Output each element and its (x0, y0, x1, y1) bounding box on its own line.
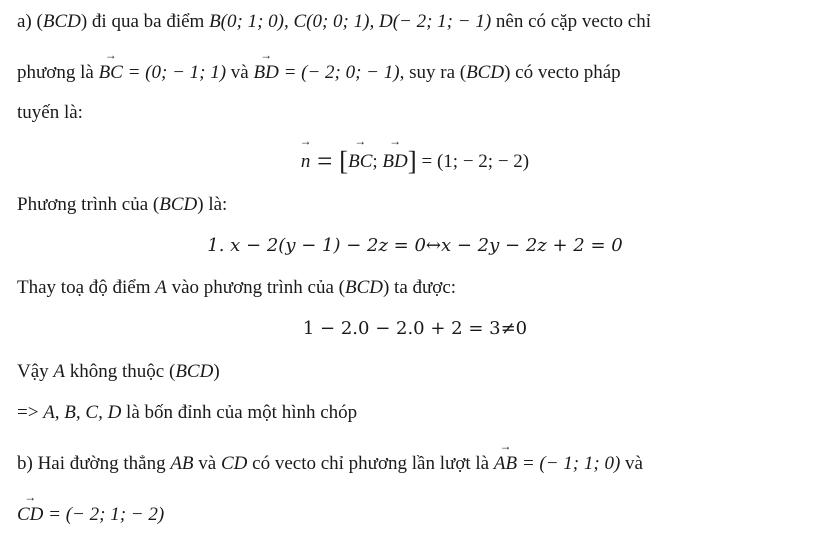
plane-bcd: BCD (344, 277, 383, 298)
line-ab: AB (170, 453, 194, 474)
normal-vector-result: = (1; − 2; − 2) (416, 151, 530, 172)
text: và (620, 453, 643, 474)
plane-bcd: BCD (42, 11, 81, 32)
vector-cd: → CD (17, 503, 43, 527)
text: => (17, 402, 44, 423)
text: b) Hai đường thẳng (17, 453, 171, 474)
text: là bốn đỉnh của một hình chóp (121, 402, 358, 423)
paragraph-a-line-3 (17, 101, 83, 125)
points-abcd: A, B, C, D (43, 402, 122, 423)
plane-bcd: BCD (466, 62, 505, 83)
bracket-open: = [ (310, 146, 349, 176)
text: a) ( (17, 11, 43, 32)
text: Vậy (17, 361, 54, 382)
conclusion-line-1 (17, 360, 220, 384)
conclusion-line-2 (17, 401, 357, 425)
bracket-close: ] (407, 146, 417, 176)
text: ) là: (197, 194, 228, 215)
paragraph-b-line-2 (17, 503, 164, 527)
point-a: A (155, 277, 167, 298)
vector-bc: → BC (348, 147, 372, 177)
text: , suy ra ( (399, 62, 467, 83)
paragraph-b-line-1 (17, 452, 643, 476)
plane-equation-heading (17, 193, 227, 217)
equation-text: 1 − 2.0 − 2.0 + 2 = 3≠0 (302, 318, 528, 339)
vector-ab-value: = (− 1; 1; 0) (517, 453, 621, 474)
normal-vector-equation (0, 146, 830, 177)
text: phương là (17, 62, 99, 83)
text: ) ta được: (382, 277, 457, 298)
substitute-heading (17, 276, 456, 300)
vector-ab: → AB (494, 452, 517, 476)
paragraph-a-line-2 (17, 61, 621, 85)
plane-equation (0, 231, 830, 261)
text: ) đi qua ba điểm (80, 11, 210, 32)
text: vào phương trình của ( (166, 277, 345, 298)
text: không thuộc ( (65, 361, 176, 382)
point-c: C(0; 0; 1), (293, 11, 375, 32)
substitute-equation (0, 314, 830, 344)
vector-bd-value: = (− 2; 0; − 1) (278, 62, 400, 83)
vector-n: → n (301, 147, 311, 177)
point-b: B(0; 1; 0), (209, 11, 289, 32)
line-cd: CD (220, 453, 248, 474)
point-a: A (53, 361, 66, 382)
plane-bcd: BCD (159, 194, 198, 215)
vector-bd: → BD (382, 147, 407, 177)
text: và (193, 453, 221, 474)
text: ) (213, 361, 220, 382)
text: Thay toạ độ điểm (17, 277, 156, 298)
vector-cd-value: = (− 2; 1; − 2) (43, 504, 165, 525)
vector-bd: → BD (253, 61, 278, 85)
equation-text: 1. x − 2(y − 1) − 2z = 0↔x − 2y − 2z + 2 = 0 (207, 235, 623, 256)
text: và (226, 62, 254, 83)
plane-bcd: BCD (175, 361, 214, 382)
text: tuyến là: (17, 102, 83, 123)
text: nên có cặp vecto chỉ (491, 11, 651, 32)
separator: ; (372, 151, 378, 172)
vector-bc-value: = (0; − 1; 1) (122, 62, 227, 83)
point-d: D(− 2; 1; − 1) (378, 11, 492, 32)
text: có vecto chỉ phương lần lượt là (247, 453, 494, 474)
vector-bc: → BC (99, 61, 123, 85)
text: Phương trình của ( (17, 194, 160, 215)
paragraph-a-line-1 (17, 10, 651, 34)
text: ) có vecto pháp (504, 62, 621, 83)
